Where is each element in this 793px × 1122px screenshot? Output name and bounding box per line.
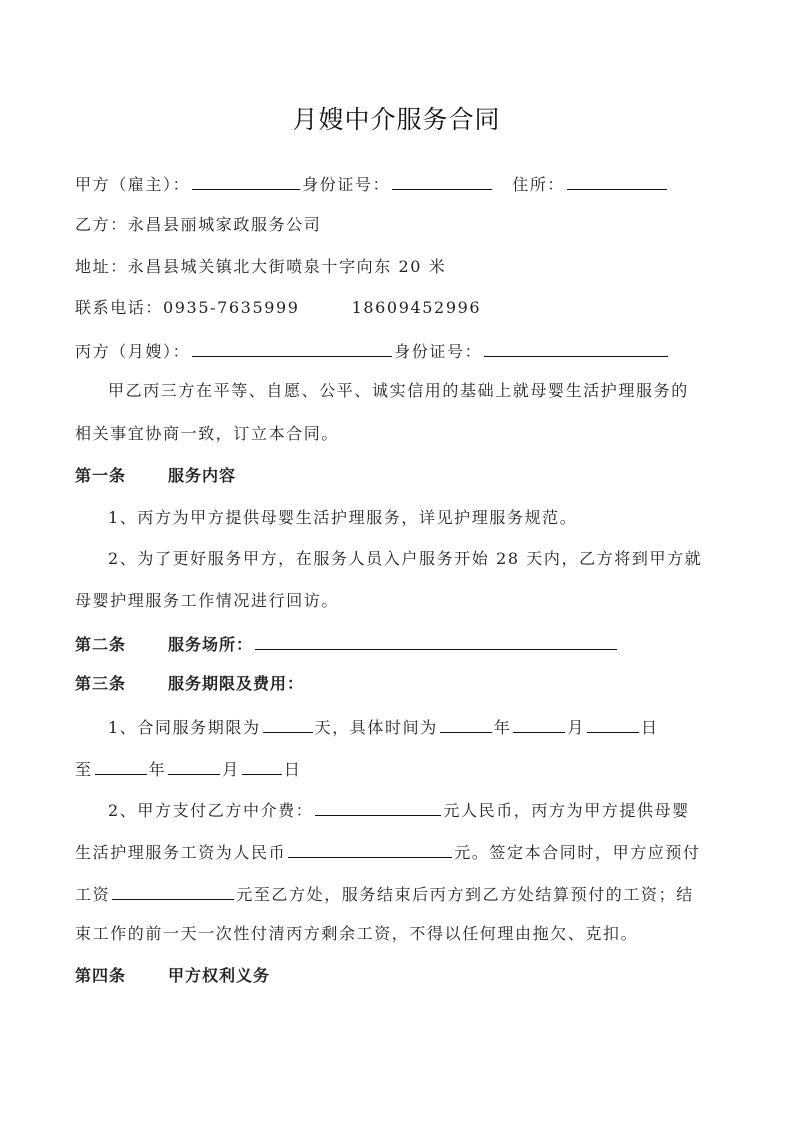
article-4-heading bbox=[75, 966, 270, 986]
term-days-unit: 天，具体时间为 bbox=[314, 718, 438, 737]
end-month-unit: 月 bbox=[222, 760, 240, 779]
article-4-title: 甲方权利义务 bbox=[168, 966, 271, 985]
article-3-item-2-line-1 bbox=[108, 799, 690, 821]
article-1-number: 第一条 bbox=[75, 466, 127, 485]
article-3-item-1 bbox=[108, 716, 659, 738]
party-c-line bbox=[75, 340, 670, 362]
article-1-item-2-line-1: 2、为了更好服务甲方，在服务人员入户服务开始 28 天内，乙方将到甲方就 bbox=[108, 549, 703, 568]
party-a-id-label: 身份证号： bbox=[302, 175, 391, 194]
party-b-phone: 联系电话：0935-7635999 bbox=[75, 298, 300, 317]
party-b-phone2: 18609452996 bbox=[351, 298, 482, 317]
preamble-line-1: 甲乙丙三方在平等、自愿、公平、诚实信用的基础上就母婴生活护理服务的 bbox=[108, 381, 689, 400]
wage-label: 生活护理服务工资为人民币 bbox=[75, 843, 287, 862]
party-b-line: 乙方：永昌县丽城家政服务公司 bbox=[75, 215, 322, 234]
page-title: 月嫂中介服务合同 bbox=[292, 105, 501, 134]
party-a-name-blank[interactable] bbox=[192, 173, 300, 190]
article-3-number: 第三条 bbox=[75, 674, 127, 693]
party-a-line bbox=[75, 173, 669, 195]
start-year-unit: 年 bbox=[493, 718, 512, 737]
article-3-heading bbox=[75, 674, 304, 694]
article-1-item-2-line-2: 母婴护理服务工作情况进行回访。 bbox=[75, 591, 340, 610]
end-month-blank[interactable] bbox=[168, 758, 220, 775]
party-c-name-blank[interactable] bbox=[192, 340, 392, 357]
start-month-unit: 月 bbox=[567, 718, 586, 737]
party-c-id-blank[interactable] bbox=[484, 340, 668, 357]
start-month-blank[interactable] bbox=[513, 716, 565, 733]
start-day-blank[interactable] bbox=[587, 716, 639, 733]
party-b-address: 地址：永昌县城关镇北大街喷泉十字向东 20 米 bbox=[75, 257, 447, 276]
end-day-unit: 日 bbox=[283, 760, 302, 779]
end-date-label: 至 bbox=[75, 760, 93, 779]
article-2-number: 第二条 bbox=[75, 635, 127, 654]
wage-blank[interactable] bbox=[288, 841, 452, 858]
term-label: 1、合同服务期限为 bbox=[108, 718, 261, 737]
article-1-title: 服务内容 bbox=[168, 466, 237, 485]
article-2-title: 服务场所： bbox=[168, 635, 254, 654]
party-c-label: 丙方（月嫂）： bbox=[75, 342, 191, 361]
party-c-id-label: 身份证号： bbox=[394, 342, 483, 361]
party-a-label: 甲方（雇主）： bbox=[75, 175, 191, 194]
start-year-blank[interactable] bbox=[440, 716, 492, 733]
end-year-blank[interactable] bbox=[95, 758, 147, 775]
party-a-address-label: 住所： bbox=[512, 175, 566, 194]
start-day-unit: 日 bbox=[641, 718, 659, 737]
article-1-heading bbox=[75, 466, 236, 486]
end-day-blank[interactable] bbox=[242, 758, 282, 775]
end-year-unit: 年 bbox=[148, 760, 167, 779]
wage-unit: 元。签定本合同时，甲方应预付 bbox=[454, 843, 701, 862]
agency-fee-unit: 元人民币，丙方为甲方提供母婴 bbox=[443, 801, 690, 820]
prepaid-wage-label: 工资 bbox=[75, 885, 111, 904]
article-3-item-1-cont bbox=[75, 758, 301, 780]
term-days-blank[interactable] bbox=[263, 716, 313, 733]
article-3-item-2-line-3 bbox=[75, 883, 694, 905]
prepaid-wage-blank[interactable] bbox=[112, 883, 234, 900]
party-b-phone-line bbox=[75, 298, 481, 318]
article-3-item-2-line-2 bbox=[75, 841, 701, 863]
article-3-title: 服务期限及费用： bbox=[168, 674, 305, 693]
prepaid-wage-text: 元至乙方处，服务结束后丙方到乙方处结算预付的工资；结 bbox=[236, 885, 694, 904]
agency-fee-label: 2、甲方支付乙方中介费： bbox=[108, 801, 314, 820]
article-2-heading bbox=[75, 633, 619, 655]
party-a-address-blank[interactable] bbox=[567, 173, 667, 190]
article-1-item-1: 1、丙方为甲方提供母婴生活护理服务，详见护理服务规范。 bbox=[108, 508, 578, 527]
party-a-id-blank[interactable] bbox=[392, 173, 492, 190]
article-4-number: 第四条 bbox=[75, 966, 127, 985]
preamble-line-2: 相关事宜协商一致，订立本合同。 bbox=[75, 424, 340, 443]
service-location-blank[interactable] bbox=[255, 633, 617, 650]
agency-fee-blank[interactable] bbox=[315, 799, 441, 816]
article-3-item-2-line-4: 束工作的前一天一次性付清丙方剩余工资，不得以任何理由拖欠、克扣。 bbox=[75, 924, 639, 943]
